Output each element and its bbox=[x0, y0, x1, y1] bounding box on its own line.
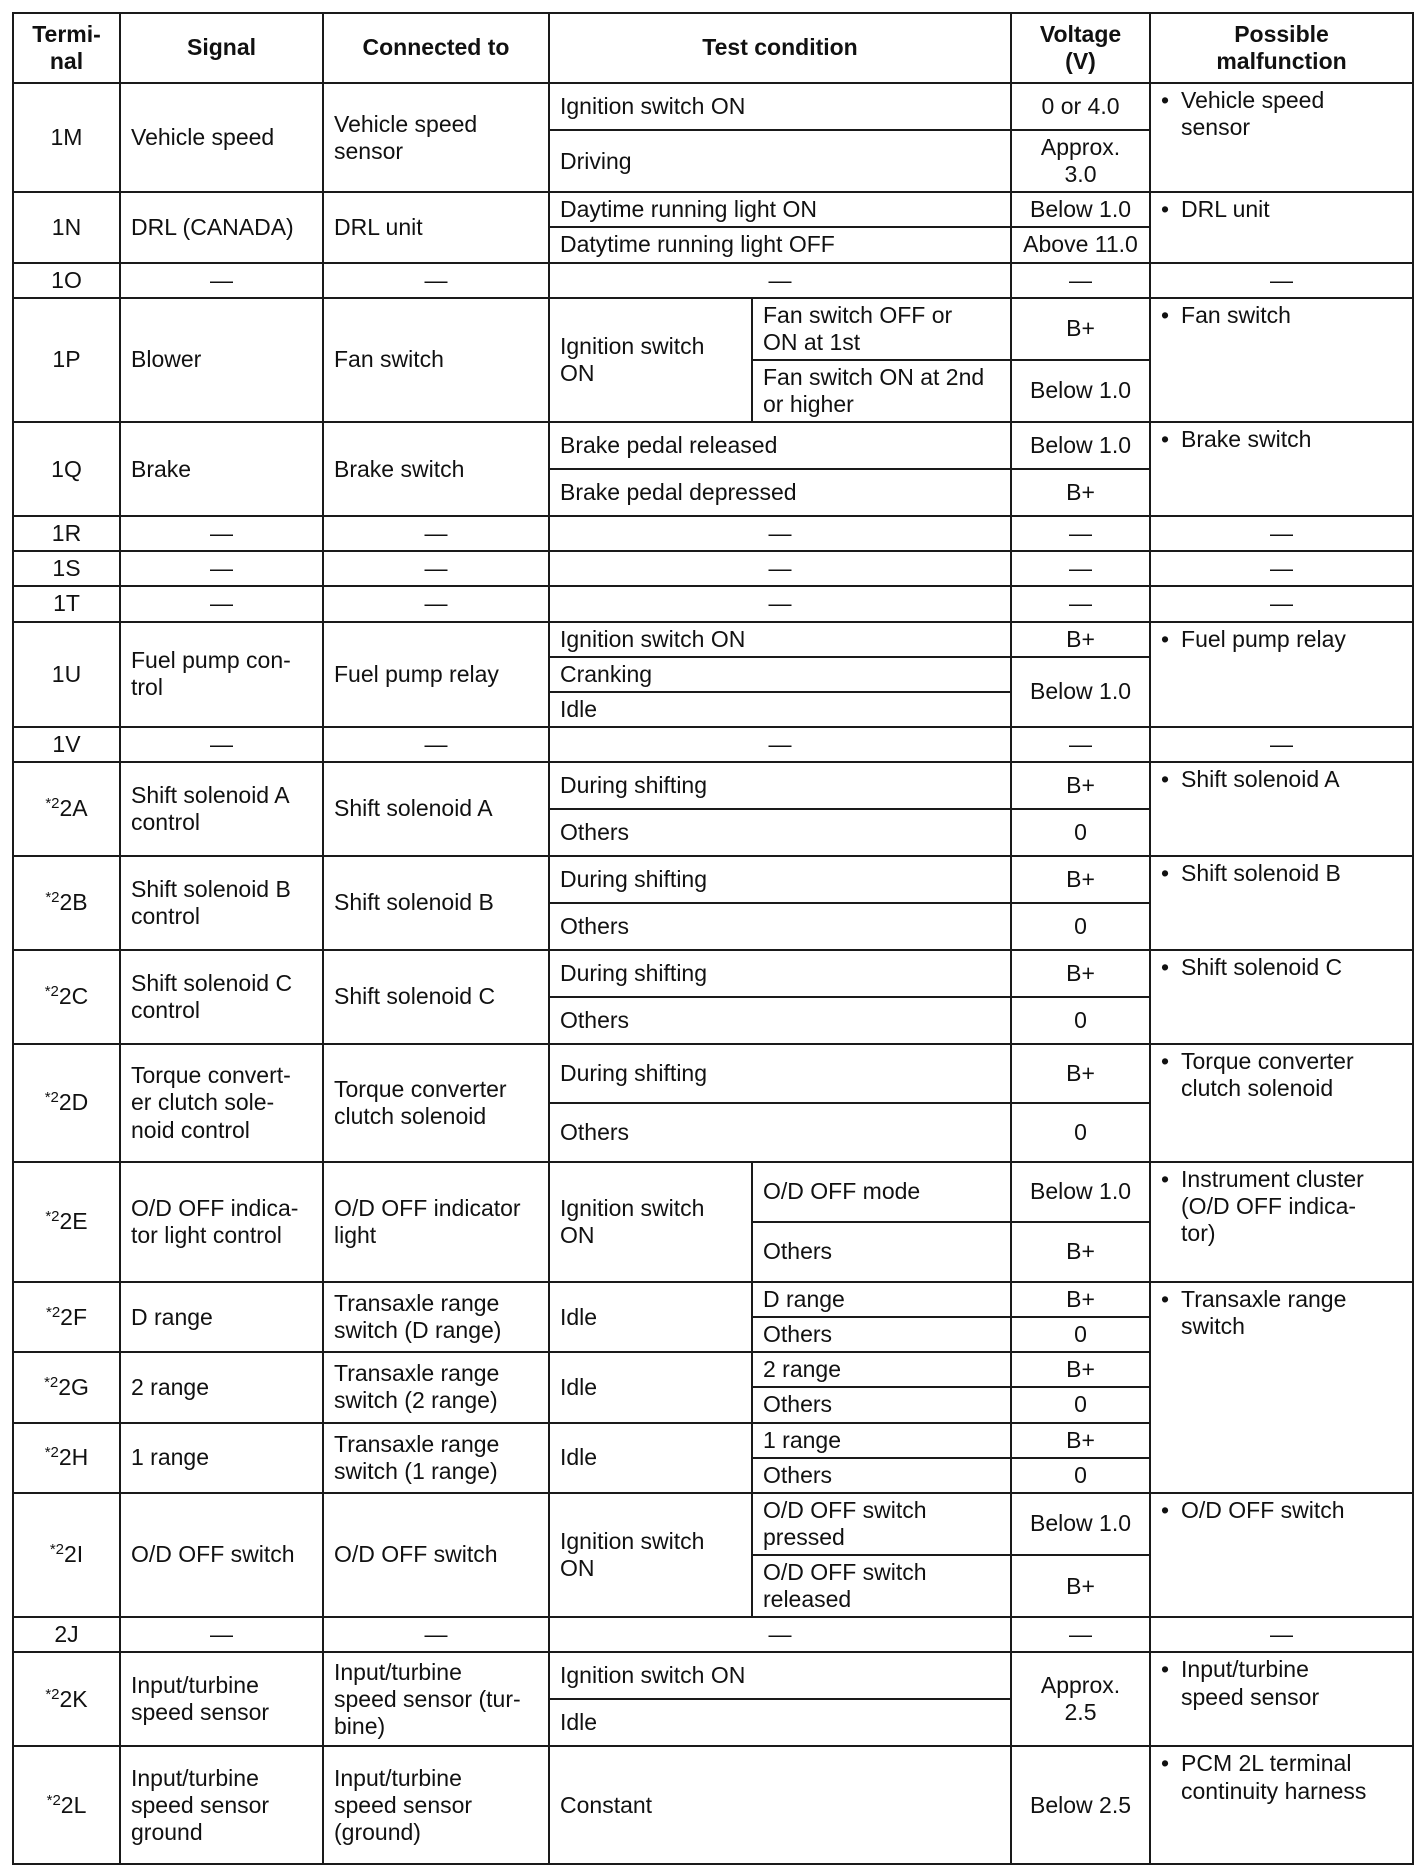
malfunction-cell: • DRL unit bbox=[1150, 192, 1413, 262]
header-malfunction: Possible malfunction bbox=[1150, 13, 1413, 83]
subcondition-cell: 2 range bbox=[752, 1352, 1011, 1387]
malfunction-cell: • Torque converter clutch solenoid bbox=[1150, 1044, 1413, 1162]
voltage-cell: B+ bbox=[1011, 469, 1150, 516]
condition-cell: Ignition switch ON bbox=[549, 83, 1011, 130]
voltage-cell: B+ bbox=[1011, 622, 1150, 657]
malfunction-cell: • Fuel pump relay bbox=[1150, 622, 1413, 727]
table-row bbox=[13, 1746, 1413, 1864]
condition-cell: Driving bbox=[549, 130, 1011, 192]
signal-cell: Input/turbine speed sensor ground bbox=[120, 1746, 323, 1864]
signal-cell: Fuel pump con- trol bbox=[120, 622, 323, 727]
condition-cell: Others bbox=[549, 997, 1011, 1044]
table-row bbox=[13, 1617, 1413, 1652]
connected-cell: Vehicle speed sensor bbox=[323, 83, 549, 192]
connected-cell: Fan switch bbox=[323, 298, 549, 423]
voltage-cell: B+ bbox=[1011, 1352, 1150, 1387]
dash-cell: — bbox=[1011, 263, 1150, 298]
signal-cell: O/D OFF switch bbox=[120, 1493, 323, 1618]
condition-cell: Cranking bbox=[549, 657, 1011, 692]
voltage-cell: Approx. 3.0 bbox=[1011, 130, 1150, 192]
signal-cell: Brake bbox=[120, 422, 323, 516]
terminal-cell: 1P bbox=[13, 298, 120, 423]
subcondition-cell: O/D OFF switch pressed bbox=[752, 1493, 1011, 1555]
connected-cell: Shift solenoid A bbox=[323, 762, 549, 856]
signal-cell: 1 range bbox=[120, 1423, 323, 1493]
dash-cell: — bbox=[549, 586, 1011, 621]
table-row bbox=[13, 551, 1413, 586]
condition-cell: During shifting bbox=[549, 856, 1011, 903]
connected-cell: O/D OFF indicator light bbox=[323, 1162, 549, 1282]
dash-cell: — bbox=[1011, 1617, 1150, 1652]
connected-cell: Transaxle range switch (1 range) bbox=[323, 1423, 549, 1493]
terminal-cell: 1V bbox=[13, 727, 120, 762]
terminal-cell: $^{*2}$2A bbox=[13, 762, 120, 856]
voltage-cell: B+ bbox=[1011, 298, 1150, 360]
terminal-cell: 1T bbox=[13, 586, 120, 621]
signal-cell: Input/turbine speed sensor bbox=[120, 1652, 323, 1746]
terminal-cell: 1M bbox=[13, 83, 120, 192]
signal-cell: Vehicle speed bbox=[120, 83, 323, 192]
terminal-cell: $^{*2}$2L bbox=[13, 1746, 120, 1864]
connected-cell: Input/turbine speed sensor (ground) bbox=[323, 1746, 549, 1864]
dash-cell: — bbox=[120, 1617, 323, 1652]
table-row bbox=[13, 83, 1413, 130]
terminal-cell: $^{*2}$2K bbox=[13, 1652, 120, 1746]
connected-cell: Transaxle range switch (D range) bbox=[323, 1282, 549, 1352]
malfunction-cell: • Shift solenoid C bbox=[1150, 950, 1413, 1044]
voltage-cell: Above 11.0 bbox=[1011, 227, 1150, 262]
dash-cell: — bbox=[120, 727, 323, 762]
subcondition-cell: O/D OFF mode bbox=[752, 1162, 1011, 1222]
terminal-cell: $^{*2}$2D bbox=[13, 1044, 120, 1162]
voltage-cell: B+ bbox=[1011, 1222, 1150, 1282]
connected-cell: Torque converter clutch solenoid bbox=[323, 1044, 549, 1162]
malfunction-cell: • Fan switch bbox=[1150, 298, 1413, 423]
header-terminal: Termi- nal bbox=[13, 13, 120, 83]
connected-cell: Shift solenoid B bbox=[323, 856, 549, 950]
dash-cell: — bbox=[120, 586, 323, 621]
subcondition-cell: Others bbox=[752, 1222, 1011, 1282]
dash-cell: — bbox=[1150, 516, 1413, 551]
dash-cell: — bbox=[549, 263, 1011, 298]
terminal-cell: 1O bbox=[13, 263, 120, 298]
table-row bbox=[13, 586, 1413, 621]
dash-cell: — bbox=[323, 727, 549, 762]
voltage-cell: 0 bbox=[1011, 903, 1150, 950]
signal-cell: Torque convert- er clutch sole- noid control bbox=[120, 1044, 323, 1162]
signal-cell: DRL (CANADA) bbox=[120, 192, 323, 262]
voltage-cell: Below 1.0 bbox=[1011, 1493, 1150, 1555]
dash-cell: — bbox=[1011, 551, 1150, 586]
table-row bbox=[13, 1493, 1413, 1555]
table-row bbox=[13, 1044, 1413, 1103]
condition-cell: Idle bbox=[549, 1699, 1011, 1746]
terminal-cell: 1R bbox=[13, 516, 120, 551]
condition-cell: Daytime running light ON bbox=[549, 192, 1011, 227]
dash-cell: — bbox=[1011, 516, 1150, 551]
voltage-cell: 0 bbox=[1011, 1458, 1150, 1493]
terminal-cell: 1Q bbox=[13, 422, 120, 516]
condition-cell: Brake pedal released bbox=[549, 422, 1011, 469]
connected-cell: Input/turbine speed sensor (tur- bine) bbox=[323, 1652, 549, 1746]
dash-cell: — bbox=[1011, 727, 1150, 762]
condition-cell: Ignition switch ON bbox=[549, 1652, 1011, 1699]
condition-cell: During shifting bbox=[549, 1044, 1011, 1103]
terminal-cell: $^{*2}$2H bbox=[13, 1423, 120, 1493]
voltage-cell: Below 1.0 bbox=[1011, 360, 1150, 422]
connected-cell: Brake switch bbox=[323, 422, 549, 516]
terminal-cell: 2J bbox=[13, 1617, 120, 1652]
condition-cell: Datytime running light OFF bbox=[549, 227, 1011, 262]
header-signal: Signal bbox=[120, 13, 323, 83]
terminal-cell: $^{*2}$2E bbox=[13, 1162, 120, 1282]
condition-cell: Others bbox=[549, 809, 1011, 856]
header-connected-to: Connected to bbox=[323, 13, 549, 83]
terminal-voltage-table bbox=[12, 12, 1414, 1865]
condition-cell: Ignition switch ON bbox=[549, 622, 1011, 657]
condition-cell: Constant bbox=[549, 1746, 1011, 1864]
voltage-cell: Below 2.5 bbox=[1011, 1746, 1150, 1864]
voltage-cell: B+ bbox=[1011, 1555, 1150, 1617]
connected-cell: Shift solenoid C bbox=[323, 950, 549, 1044]
malfunction-cell: • Transaxle range switch bbox=[1150, 1282, 1413, 1493]
dash-cell: — bbox=[1150, 586, 1413, 621]
dash-cell: — bbox=[1011, 586, 1150, 621]
dash-cell: — bbox=[323, 263, 549, 298]
signal-cell: Shift solenoid B control bbox=[120, 856, 323, 950]
signal-cell: 2 range bbox=[120, 1352, 323, 1422]
dash-cell: — bbox=[549, 727, 1011, 762]
malfunction-cell: • Instrument cluster (O/D OFF indica- tor) bbox=[1150, 1162, 1413, 1282]
dash-cell: — bbox=[120, 551, 323, 586]
signal-cell: Shift solenoid A control bbox=[120, 762, 323, 856]
malfunction-cell: • Shift solenoid B bbox=[1150, 856, 1413, 950]
dash-cell: — bbox=[323, 586, 549, 621]
malfunction-cell: • Shift solenoid A bbox=[1150, 762, 1413, 856]
table-row bbox=[13, 1282, 1413, 1317]
dash-cell: — bbox=[549, 1617, 1011, 1652]
subcondition-cell: Others bbox=[752, 1458, 1011, 1493]
voltage-cell: 0 bbox=[1011, 1387, 1150, 1422]
header-voltage: Voltage (V) bbox=[1011, 13, 1150, 83]
table-row bbox=[13, 762, 1413, 809]
subcondition-cell: D range bbox=[752, 1282, 1011, 1317]
table-row bbox=[13, 1162, 1413, 1222]
table-row bbox=[13, 856, 1413, 903]
terminal-cell: $^{*2}$2C bbox=[13, 950, 120, 1044]
table-row bbox=[13, 192, 1413, 227]
terminal-cell: 1S bbox=[13, 551, 120, 586]
condition-cell: During shifting bbox=[549, 950, 1011, 997]
dash-cell: — bbox=[323, 1617, 549, 1652]
voltage-cell: B+ bbox=[1011, 1423, 1150, 1458]
table-row bbox=[13, 727, 1413, 762]
dash-cell: — bbox=[1150, 1617, 1413, 1652]
subcondition-cell: 1 range bbox=[752, 1423, 1011, 1458]
dash-cell: — bbox=[549, 516, 1011, 551]
malfunction-cell: • PCM 2L terminal continuity harness bbox=[1150, 1746, 1413, 1864]
condition-cell: During shifting bbox=[549, 762, 1011, 809]
connected-cell: Transaxle range switch (2 range) bbox=[323, 1352, 549, 1422]
dash-cell: — bbox=[1150, 551, 1413, 586]
voltage-cell: Below 1.0 bbox=[1011, 657, 1150, 727]
terminal-cell: 1N bbox=[13, 192, 120, 262]
voltage-cell: B+ bbox=[1011, 950, 1150, 997]
voltage-cell: Below 1.0 bbox=[1011, 1162, 1150, 1222]
condition-cell: Idle bbox=[549, 1352, 752, 1422]
table-row bbox=[13, 298, 1413, 360]
table-row bbox=[13, 950, 1413, 997]
voltage-cell: Below 1.0 bbox=[1011, 422, 1150, 469]
subcondition-cell: Others bbox=[752, 1387, 1011, 1422]
terminal-cell: $^{*2}$2I bbox=[13, 1493, 120, 1618]
dash-cell: — bbox=[120, 263, 323, 298]
malfunction-cell: • Vehicle speed sensor bbox=[1150, 83, 1413, 192]
condition-cell: Idle bbox=[549, 1423, 752, 1493]
table-row bbox=[13, 1652, 1413, 1699]
voltage-cell: 0 bbox=[1011, 809, 1150, 856]
condition-cell: Brake pedal depressed bbox=[549, 469, 1011, 516]
malfunction-cell: • Brake switch bbox=[1150, 422, 1413, 516]
dash-cell: — bbox=[323, 551, 549, 586]
signal-cell: Blower bbox=[120, 298, 323, 423]
condition-cell: Ignition switch ON bbox=[549, 1162, 752, 1282]
dash-cell: — bbox=[549, 551, 1011, 586]
condition-cell: Others bbox=[549, 1103, 1011, 1162]
voltage-cell: B+ bbox=[1011, 1044, 1150, 1103]
signal-cell: Shift solenoid C control bbox=[120, 950, 323, 1044]
subcondition-cell: O/D OFF switch released bbox=[752, 1555, 1011, 1617]
condition-cell: Others bbox=[549, 903, 1011, 950]
subcondition-cell: Fan switch ON at 2nd or higher bbox=[752, 360, 1011, 422]
terminal-cell: $^{*2}$2F bbox=[13, 1282, 120, 1352]
condition-cell: Idle bbox=[549, 692, 1011, 727]
connected-cell: DRL unit bbox=[323, 192, 549, 262]
connected-cell: O/D OFF switch bbox=[323, 1493, 549, 1618]
voltage-cell: B+ bbox=[1011, 1282, 1150, 1317]
voltage-cell: 0 bbox=[1011, 997, 1150, 1044]
subcondition-cell: Others bbox=[752, 1317, 1011, 1352]
voltage-cell: B+ bbox=[1011, 762, 1150, 809]
malfunction-cell: • Input/turbine speed sensor bbox=[1150, 1652, 1413, 1746]
table-row bbox=[13, 422, 1413, 469]
signal-cell: O/D OFF indica- tor light control bbox=[120, 1162, 323, 1282]
dash-cell: — bbox=[1150, 727, 1413, 762]
header-row bbox=[13, 13, 1413, 83]
dash-cell: — bbox=[120, 516, 323, 551]
table-row bbox=[13, 516, 1413, 551]
terminal-cell: $^{*2}$2G bbox=[13, 1352, 120, 1422]
header-test-condition: Test condition bbox=[549, 13, 1011, 83]
terminal-cell: $^{*2}$2B bbox=[13, 856, 120, 950]
voltage-cell: Below 1.0 bbox=[1011, 192, 1150, 227]
voltage-cell: 0 bbox=[1011, 1317, 1150, 1352]
terminal-cell: 1U bbox=[13, 622, 120, 727]
table-row bbox=[13, 622, 1413, 657]
subcondition-cell: Fan switch OFF or ON at 1st bbox=[752, 298, 1011, 360]
voltage-cell: 0 or 4.0 bbox=[1011, 83, 1150, 130]
signal-cell: D range bbox=[120, 1282, 323, 1352]
condition-cell: Ignition switch ON bbox=[549, 298, 752, 423]
voltage-cell: B+ bbox=[1011, 856, 1150, 903]
dash-cell: — bbox=[1150, 263, 1413, 298]
table-row bbox=[13, 263, 1413, 298]
malfunction-cell: • O/D OFF switch bbox=[1150, 1493, 1413, 1618]
connected-cell: Fuel pump relay bbox=[323, 622, 549, 727]
condition-cell: Idle bbox=[549, 1282, 752, 1352]
condition-cell: Ignition switch ON bbox=[549, 1493, 752, 1618]
voltage-cell: 0 bbox=[1011, 1103, 1150, 1162]
voltage-cell: Approx. 2.5 bbox=[1011, 1652, 1150, 1746]
dash-cell: — bbox=[323, 516, 549, 551]
